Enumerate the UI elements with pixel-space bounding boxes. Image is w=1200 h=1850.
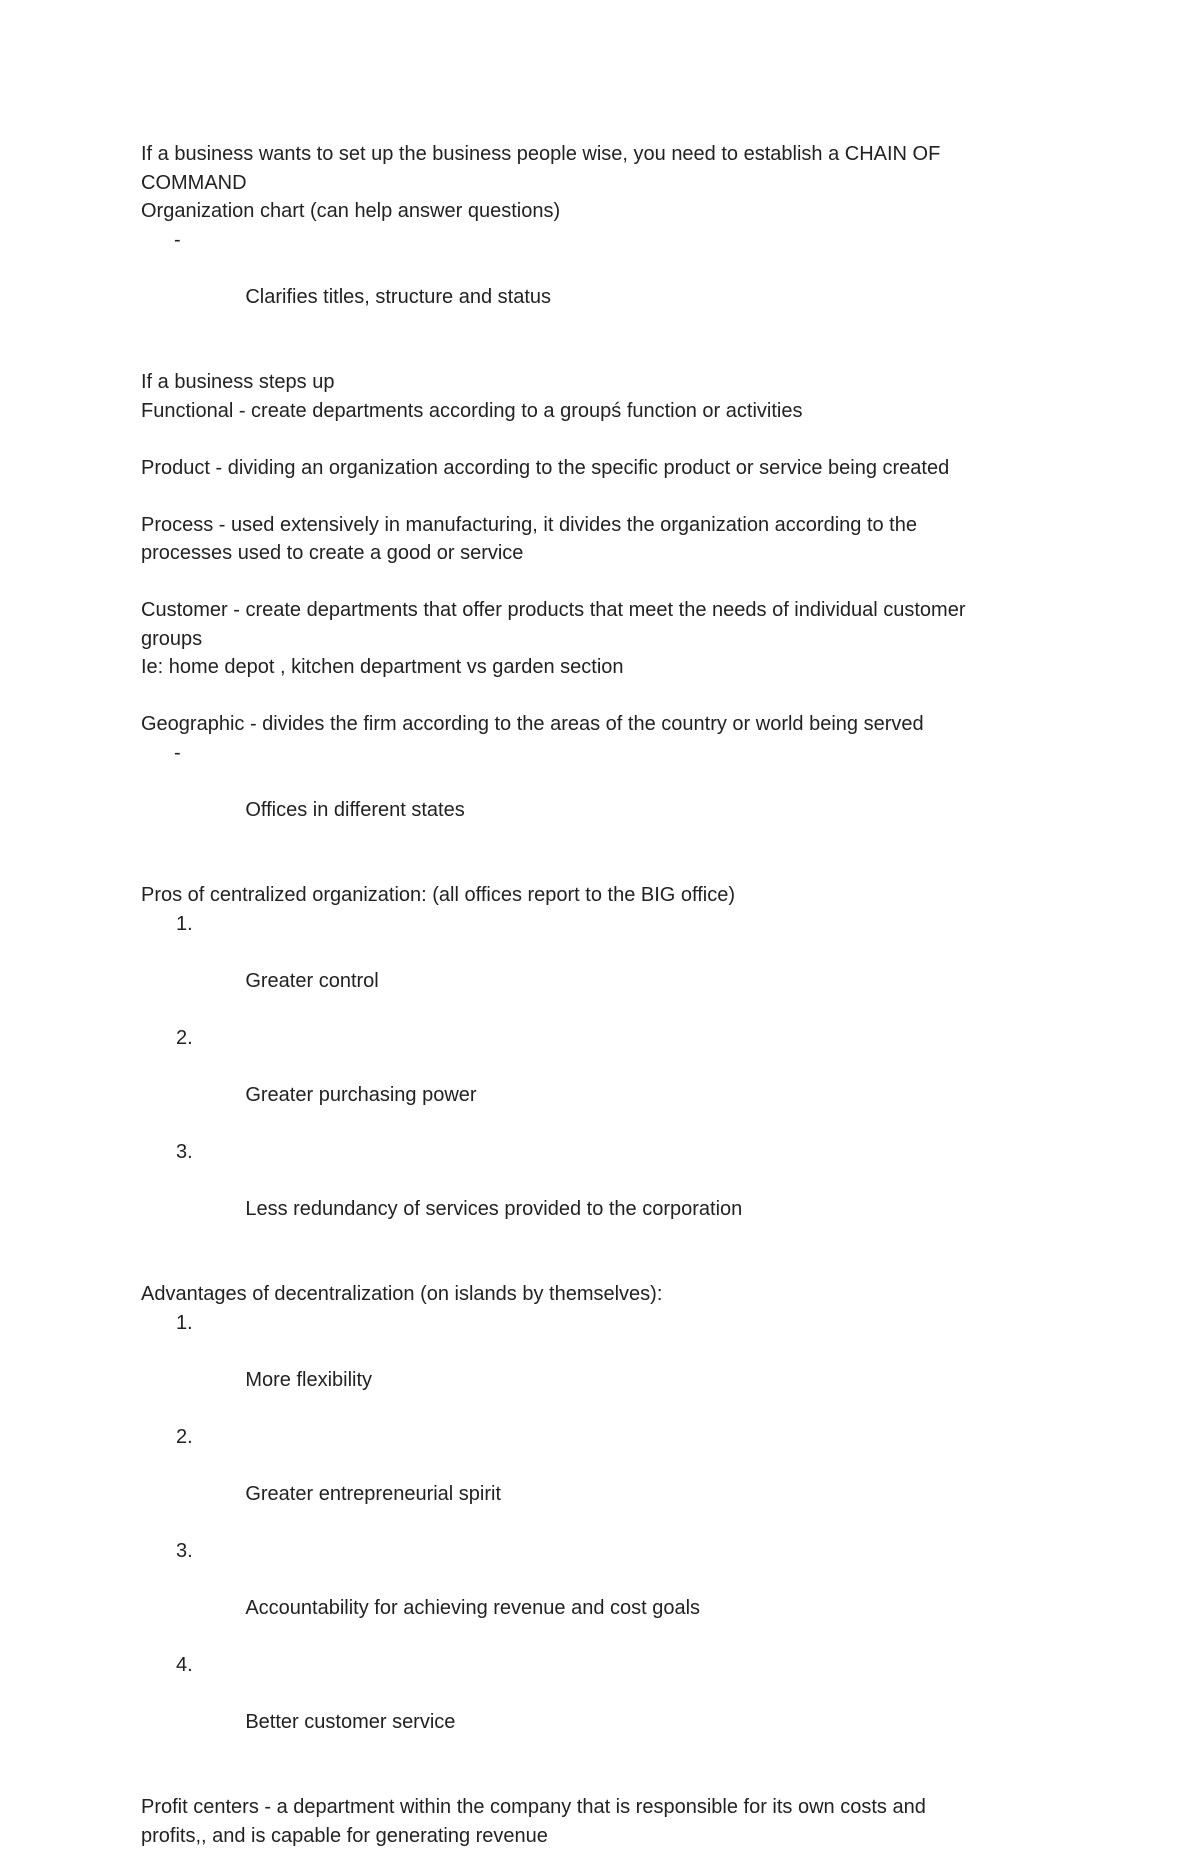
profit-centers-line-2: profits,, and is capable for generating revenue <box>141 1822 1061 1850</box>
list-number: 3. <box>176 1537 193 1566</box>
centralized-heading: Pros of centralized organization: (all offices report to the BIG office) <box>141 881 1061 910</box>
list-item-text: Accountability for achieving revenue and cost goals <box>245 1597 700 1619</box>
list-item <box>141 910 1061 1024</box>
list-number: 4. <box>176 1651 193 1680</box>
list-item <box>141 226 1061 340</box>
process-line-1: Process - used extensively in manufacturing, it divides the organization according to the <box>141 511 1061 540</box>
list-item <box>141 1423 1061 1537</box>
list-item <box>141 1537 1061 1651</box>
org-chart-line: Organization chart (can help answer questions) <box>141 197 1061 226</box>
list-item-text: Less redundancy of services provided to the corporation <box>245 1198 742 1220</box>
list-item-text: Greater purchasing power <box>245 1084 476 1106</box>
paragraph-gap <box>141 682 1061 711</box>
paragraph-gap <box>141 568 1061 597</box>
list-number: 1. <box>176 910 193 939</box>
list-number: 1. <box>176 1309 193 1338</box>
paragraph-gap <box>141 425 1061 454</box>
paragraph-gap <box>141 1252 1061 1281</box>
list-item-text: More flexibility <box>245 1369 372 1391</box>
document-body <box>141 140 1061 1850</box>
chain-of-command-line-1: If a business wants to set up the business people wise, you need to establish a CHAIN OF <box>141 140 1061 169</box>
bullet-marker: - <box>174 739 181 768</box>
customer-line-1: Customer - create departments that offer products that meet the needs of individual customer <box>141 596 1061 625</box>
list-item <box>141 1309 1061 1423</box>
list-item-text: Better customer service <box>245 1711 455 1733</box>
paragraph-gap <box>141 853 1061 882</box>
functional-line: Functional - create departments according to a groupś function or activities <box>141 397 1061 426</box>
paragraph-gap <box>141 340 1061 369</box>
profit-centers-line-1: Profit centers - a department within the company that is responsible for its own costs and <box>141 1793 1061 1822</box>
list-number: 2. <box>176 1423 193 1452</box>
customer-line-2: groups <box>141 625 1061 654</box>
list-item-text: Offices in different states <box>245 799 464 821</box>
list-number: 2. <box>176 1024 193 1053</box>
list-item <box>141 1138 1061 1252</box>
paragraph-gap <box>141 1765 1061 1794</box>
list-item <box>141 1651 1061 1765</box>
steps-up-line: If a business steps up <box>141 368 1061 397</box>
product-line: Product - dividing an organization according to the specific product or service being created <box>141 454 1061 483</box>
list-item-text: Greater entrepreneurial spirit <box>245 1483 501 1505</box>
list-item <box>141 1024 1061 1138</box>
list-number: 3. <box>176 1138 193 1167</box>
decentralized-heading: Advantages of decentralization (on islands by themselves): <box>141 1280 1061 1309</box>
geographic-line: Geographic - divides the firm according to the areas of the country or world being served <box>141 710 1061 739</box>
list-item-text: Greater control <box>245 970 378 992</box>
paragraph-gap <box>141 482 1061 511</box>
customer-example-line: Ie: home depot , kitchen department vs garden section <box>141 653 1061 682</box>
chain-of-command-line-2: COMMAND <box>141 169 1061 198</box>
list-item <box>141 739 1061 853</box>
bullet-marker: - <box>174 226 181 255</box>
process-line-2: processes used to create a good or service <box>141 539 1061 568</box>
list-item-text: Clarifies titles, structure and status <box>245 286 551 308</box>
